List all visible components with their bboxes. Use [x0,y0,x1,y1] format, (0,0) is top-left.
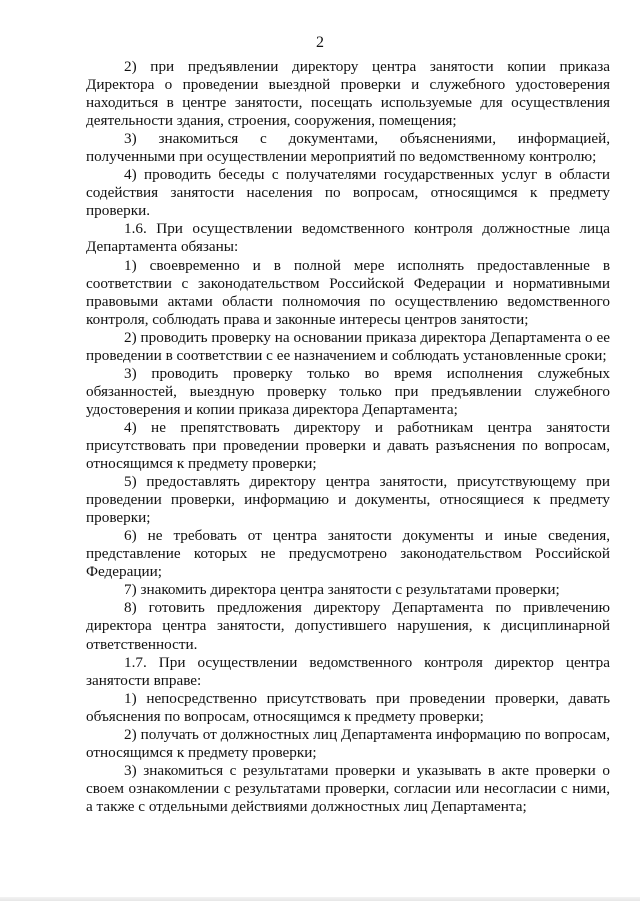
duty-8-disciplinary-proposals: 8) готовить предложения директору Департамента по привлечению директора центра занятости, допустившего нарушения, к дисциплинарной ответственности. [86,599,610,653]
section-1-6-heading: 1.6. При осуществлении ведомственного контроля должностные лица Департамента обязаны: [86,220,610,256]
duty-7-acquaint-results: 7) знакомить директора центра занятости с результатами проверки; [124,581,560,599]
duty-2-order-based-check: 2) проводить проверку на основании приказа директора Департамента о ее проведении в соответствии с ее назначением и соблюдать установленные сроки; [86,328,610,364]
right-2-receive-information: 2) получать от должностных лиц Департамента информацию по вопросам, относящимся к предмету проверки; [86,725,610,761]
paragraph-4-conversations: 4) проводить беседы с получателями государственных услуг в области содействия занятости населения по вопросам, относящимся к предмету проверки. [86,166,610,220]
right-3-review-results: 3) знакомиться с результатами проверки и указывать в акте проверки о своем ознакомлении с результатами проверки, согласии или несогласии с ними, а также с отдельными действиями должностных лиц Департамента; [86,761,610,815]
paragraph-2-visit-rights: 2) при предъявлении директору центра занятости копии приказа Директора о проведении выездной проверки и служебного удостоверения находиться в центре занятости, посещать используемые для осуществления деятельности здания, строения, сооружения, помещения; [86,58,610,130]
document-body [86,58,610,816]
page-bottom-edge [0,897,640,901]
section-1-7-heading: 1.7. При осуществлении ведомственного контроля директор центра занятости вправе: [86,653,610,689]
right-1-attend-check: 1) непосредственно присутствовать при проведении проверки, давать объяснения по вопросам, относящимся к предмету проверки; [86,689,610,725]
paragraph-3-documents-review: 3) знакомиться с документами, объяснениями, информацией, полученными при осуществлении мероприятий по ведомственному контролю; [86,130,610,166]
duty-1-timely-execution: 1) своевременно и в полной мере исполнять предоставленные в соответствии с законодательством Российской Федерации и нормативными правовыми актами области полномочия по осуществлению ведомственного контроля, соблюдать права и законные интересы центров занятости; [86,256,610,328]
duty-3-official-duties: 3) проводить проверку только во время исполнения служебных обязанностей, выездную проверку только при предъявлении служебного удостоверения и копии приказа директора Департамента; [86,364,610,418]
page-number: 2 [316,34,324,51]
duty-6-no-extra-requirements: 6) не требовать от центра занятости документы и иные сведения, представление которых не предусмотрено законодательством Российской Федерации; [86,527,610,581]
duty-4-no-obstruction: 4) не препятствовать директору и работникам центра занятости присутствовать при проведении проверки и давать разъяснения по вопросам, относящимся к предмету проверки; [86,418,610,473]
duty-5-provide-information: 5) предоставлять директору центра занятости, присутствующему при проведении проверки, информацию и документы, относящиеся к предмету проверки; [86,473,610,527]
